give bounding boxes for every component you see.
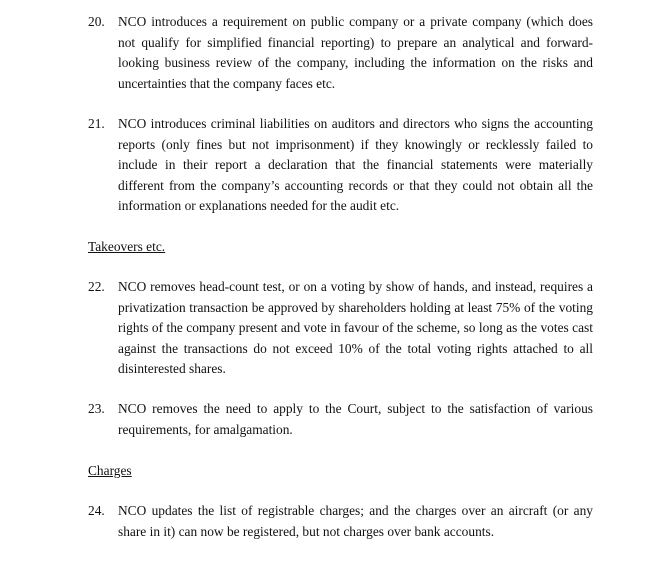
item-text: NCO updates the list of registrable charges; and the charges over an aircraft (or any share in it) can now be registered, but not charges over bank accounts. — [118, 503, 593, 539]
list-item-24 — [88, 501, 593, 542]
section-heading-charges: Charges — [88, 463, 132, 478]
section-heading-takeovers: Takeovers etc. — [88, 239, 166, 254]
item-number: 24. — [88, 503, 105, 518]
item-number: 23. — [88, 401, 105, 416]
list-item-22 — [88, 277, 593, 380]
item-number: 20. — [88, 14, 105, 29]
item-text: NCO introduces a requirement on public company or a private company (which does not qualify for simplified financial reporting) to prepare an analytical and forward-looking business review of the company, including the information on the risks and uncertainties that the company faces etc. — [118, 14, 593, 91]
list-item-20 — [88, 12, 593, 94]
item-number: 21. — [88, 116, 105, 131]
item-text: NCO introduces criminal liabilities on auditors and directors who signs the accounting reports (only fines but not imprisonment) if they knowingly or recklessly failed to include in their report a declaration that the financial statements were materially different from the company’s accounting records or that they could not obtain all the information or explanations needed for the audit etc. — [118, 116, 593, 213]
item-number: 22. — [88, 279, 105, 294]
list-item-21 — [88, 114, 593, 217]
item-text: NCO removes the need to apply to the Court, subject to the satisfaction of various requirements, for amalgamation. — [118, 401, 593, 437]
item-text: NCO removes head-count test, or on a voting by show of hands, and instead, requires a privatization transaction be approved by shareholders holding at least 75% of the voting rights of the company present and vote in favour of the scheme, so long as the votes cast against the transactions do not exceed 10% of the total voting rights attached to all disinterested shares. — [118, 279, 593, 376]
list-item-23 — [88, 399, 593, 440]
